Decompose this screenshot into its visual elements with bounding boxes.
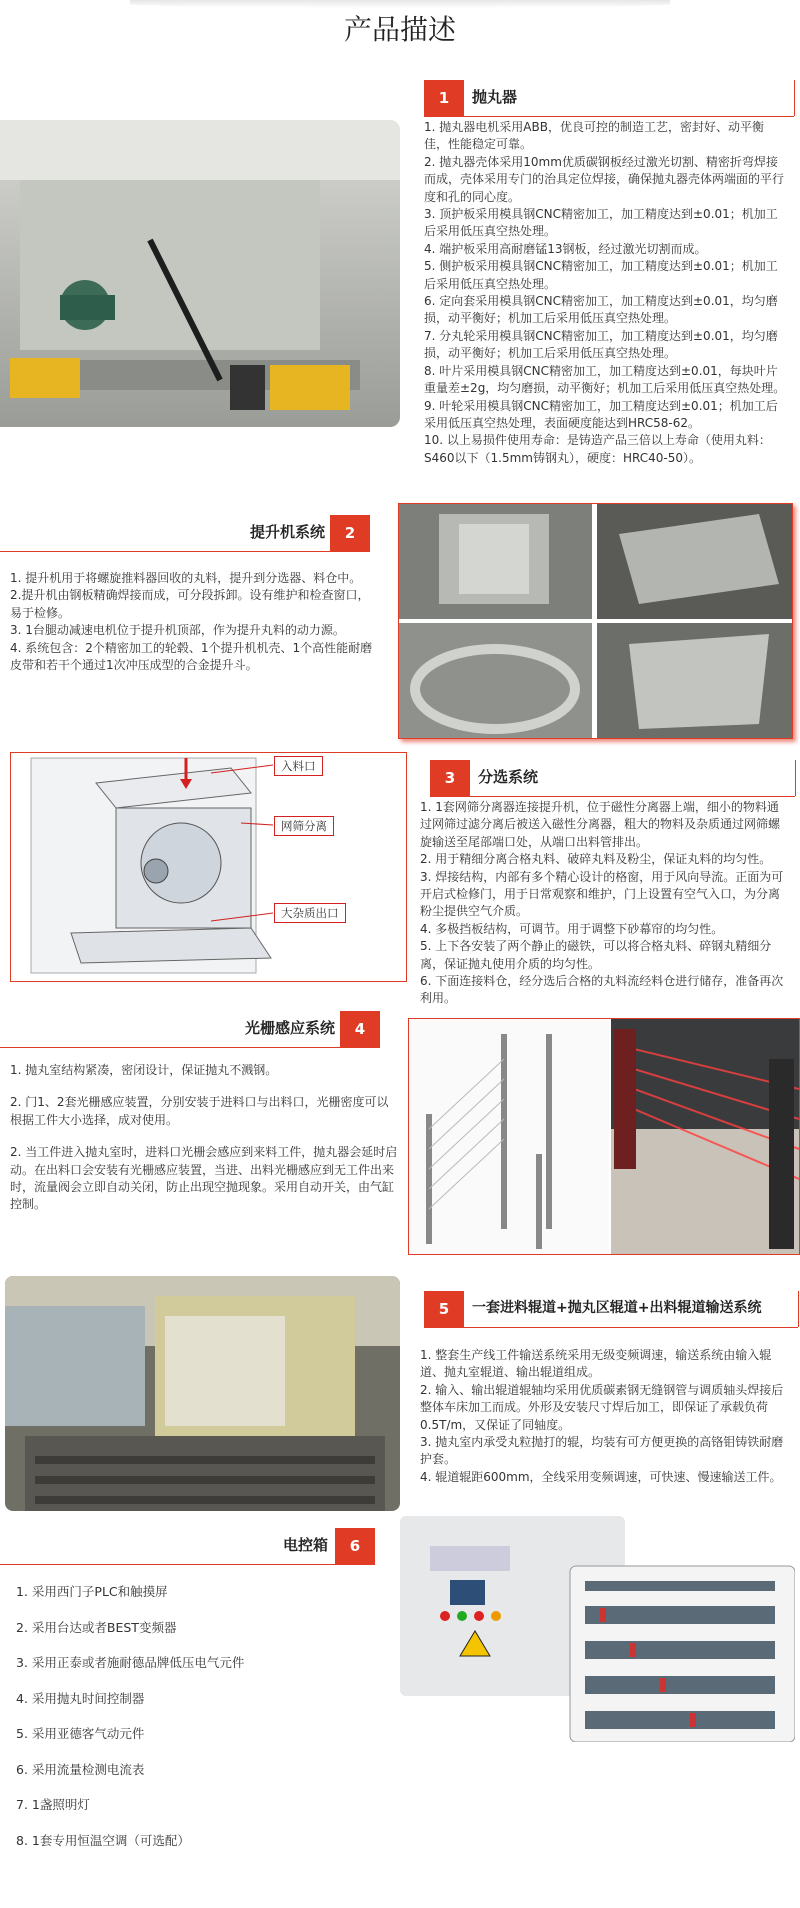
section-number-badge: 3 [430,760,470,796]
list-item: 4. 多极挡板结构，可调节。用于调整下砂幕帘的均匀性。 [420,921,724,936]
section-number-badge: 1 [424,80,464,116]
list-item: 4. 端护板采用高耐磨锰13钢板，经过激光切割而成。 [424,241,707,256]
list-item: 9. 叶轮采用模具钢CNC精密加工，加工精度达到±0.01；机加工后采用低压真空热处理，表面硬度能达到HRC58-62。 [424,398,778,430]
list-item: 2. 用于精细分离合格丸料、破碎丸料及粉尘，保证丸料的均匀性。 [420,852,772,867]
section-4-photo [408,1018,800,1255]
section-1-text [424,119,786,467]
section-1-header [424,80,800,116]
diagram-label-inlet: 入料口 [274,756,323,776]
section-number-badge: 5 [424,1291,464,1327]
list-item: 5. 采用亚德客气动元件 [16,1726,145,1741]
list-item: 3. 顶护板采用模具钢CNC精密加工，加工精度达到±0.01；机加工后采用低压真空热处理。 [424,207,778,239]
list-item: 4. 采用抛丸时间控制器 [16,1690,145,1706]
section-number-badge: 6 [335,1528,375,1564]
section-title: 提升机系统 [250,523,326,541]
list-item: 1. 抛丸器电机采用ABB，优良可控的制造工艺，密封好、动平衡佳，性能稳定可靠。 [424,120,764,152]
list-item: 3. 焊接结构，内部有多个精心设计的格窗，用于风向导流。正面为可开启式检修门，用于日常观察和维护，门上设置有空气入口，为分离粉尘提供空气介质。 [420,869,784,919]
section-6-photo [400,1516,795,1742]
section-2-photo-grid [398,503,793,739]
list-item: 8. 叶片采用模具钢CNC精密加工，加工精度达到±0.01，每块叶片重量差±2g，均匀磨损，动平衡好；机加工后采用低压真空热处理。 [424,363,786,396]
section-6-list [16,1583,386,1867]
section-3-header [430,760,795,796]
list-item: 1. 采用西门子PLC和触摸屏 [16,1584,168,1599]
list-item: 3. 1台腿动减速电机位于提升机顶部，作为提升丸料的动力源。 [10,623,345,638]
list-item: 6. 定向套采用模具钢CNC精密加工，加工精度达到±0.01，均匀磨损，动平衡好；机加工后采用低压真空热处理。 [424,294,778,326]
section-3-text [420,799,790,1008]
section-5-text [420,1347,794,1486]
list-item: 2. 门1、2套光栅感应装置，分别安装于进料口与出料口，光栅密度可以根据工件大小选择，成对使用。 [10,1095,389,1127]
section-3-diagram [10,752,407,982]
diagram-label-screen-separation: 网筛分离 [274,816,334,836]
section-title: 抛丸器 [472,88,518,106]
list-item: 2. 输入、输出辊道辊轴均采用优质碳素钢无缝钢管与调质轴头焊接后整体车床加工而成。外形及安装尺寸焊后加工，即保证了承载负荷0.5T/m，又保证了同轴度。 [420,1382,784,1432]
section-4-text [10,1062,400,1229]
diagram-label-impurity-outlet: 大杂质出口 [274,903,346,923]
list-item: 5. 上下各安装了两个静止的磁铁，可以将合格丸料、碎钢丸精细分离，保证抛丸使用介质的均匀性。 [420,939,772,971]
section-title: 电控箱 [283,1536,329,1554]
list-item: 2. 抛丸器壳体采用10mm优质碳钢板经过激光切割、精密折弯焊接而成，壳体采用专门的治具定位焊接，确保抛丸器壳体两端面的平行度和孔的同心度。 [424,154,785,204]
list-item: 6. 下面连接料仓，经分选后合格的丸料流经料仓进行储存，准备再次利用。 [420,974,784,1006]
section-title: 光栅感应系统 [245,1019,336,1037]
list-item: 1. 抛丸室结构紧凑，密闭设计，保证抛丸不溅钢。 [10,1063,278,1077]
list-item: 2. 采用台达或者BEST变频器 [16,1619,177,1635]
top-decoration [130,0,670,8]
list-item: 1. 整套生产线工件输送系统采用无级变频调速，输送系统由输入辊道、抛丸室辊道、输出辊道组成。 [420,1348,772,1380]
list-item: 7. 1盏照明灯 [16,1797,90,1812]
section-2-text [10,570,375,674]
list-item: 5. 侧护板采用模具钢CNC精密加工，加工精度达到±0.01；机加工后采用低压真空热处理。 [424,259,778,291]
section-number-badge: 4 [340,1011,380,1047]
section-title: 一套进料辊道+抛丸区辊道+出料辊道输送系统 [472,1300,762,1316]
list-item: 8. 1套专用恒温空调（可选配） [16,1832,190,1848]
list-item: 3. 采用正泰或者施耐德品牌低压电气元件 [16,1655,245,1670]
list-item: 7. 分丸轮采用模具钢CNC精密加工，加工精度达到±0.01，均匀磨损，动平衡好；机加工后采用低压真空热处理。 [424,328,778,361]
section-4-header [0,1011,380,1047]
list-item: 3. 抛丸室内承受丸粒抛打的辊，均装有可方便更换的高铬钼铸铁耐磨护套。 [420,1435,784,1467]
list-item: 4. 辊道辊距600mm，全线采用变频调速，可快速、慢速输送工件。 [420,1469,782,1484]
section-title: 分选系统 [478,768,539,786]
section-5-photo [5,1276,400,1511]
list-item: 6. 采用流量检测电流表 [16,1761,145,1777]
list-item: 2. 当工件进入抛丸室时，进料口光栅会感应到来料工件，抛丸器会延时启动。在出料口会安装有光栅感应装置，当进、出料光栅感应到无工件出来时，流量阀会立即自动关闭，防止出现空抛现象。采用自动开关，由气缸控制。 [10,1145,398,1212]
section-5-header [424,1291,798,1327]
list-item: 1. 1套网筛分离器连接提升机，位于磁性分离器上端，细小的物料通过网筛过滤分离后被送入磁性分离器，粗大的物料及杂质通过网筛螺旋输送至尾部端口处，从端口出料管排出。 [420,800,781,849]
section-2-header [0,515,370,551]
list-item: 1. 提升机用于将螺旋推料器回收的丸料，提升到分选器、料仓中。 [10,571,362,585]
page-title: 产品描述 [343,13,456,46]
section-1-photo [0,120,400,427]
list-item: 4. 系统包含：2个精密加工的轮毂、1个提升机机壳、1个高性能耐磨皮带和若干个通过1次冲压成型的合金提升斗。 [10,640,373,673]
list-item: 2.提升机由钢板精确焊接而成，可分段拆卸。设有维护和检查窗口，易于检修。 [10,588,370,620]
section-number-badge: 2 [330,515,370,551]
list-item: 10. 以上易损件使用寿命：是铸造产品三倍以上寿命（使用丸料：S460以下（1.5mm铸钢丸），硬度：HRC40-50）。 [424,433,771,465]
section-6-header [0,1528,375,1564]
